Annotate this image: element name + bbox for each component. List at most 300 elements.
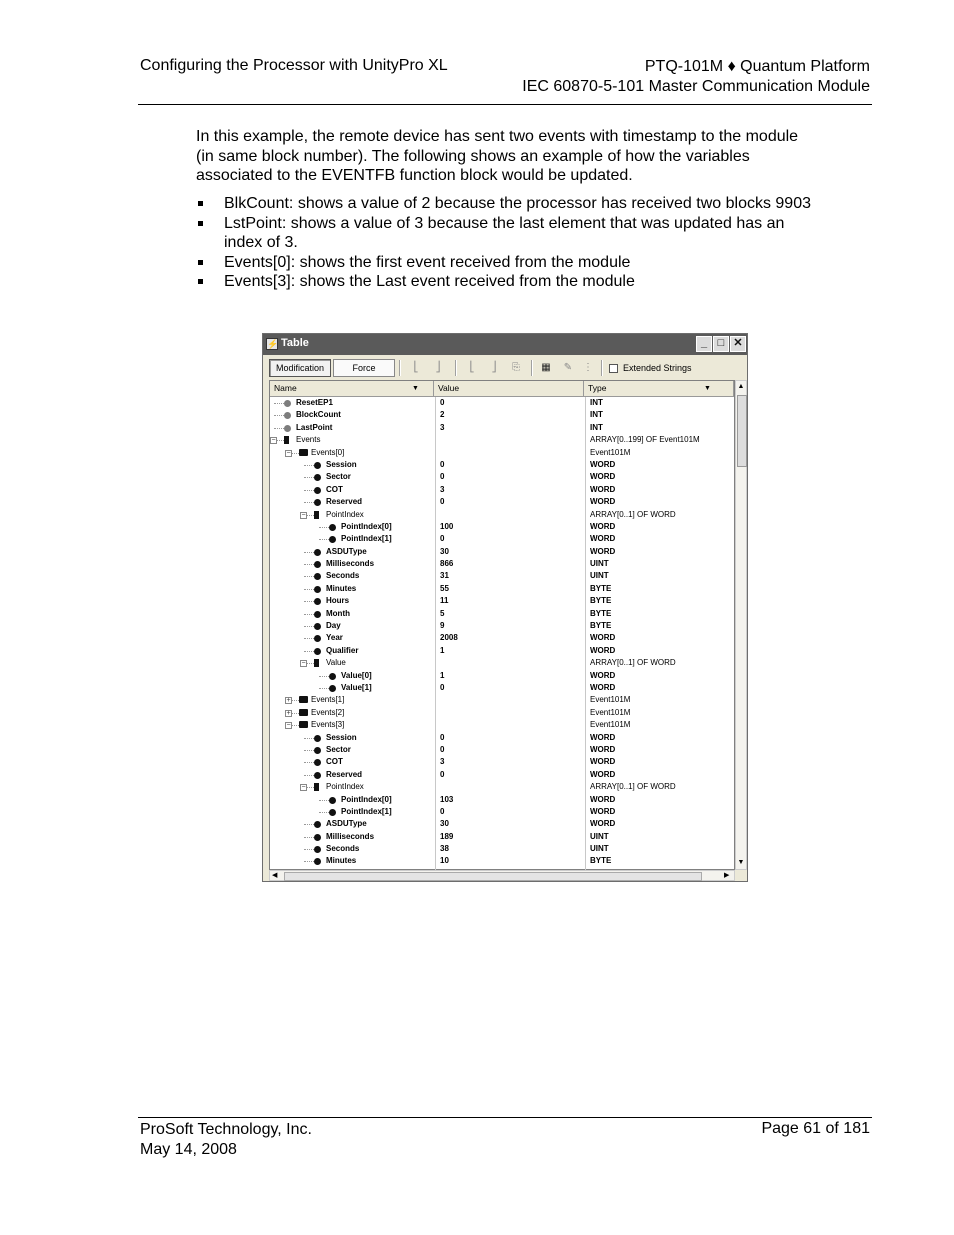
value-cell[interactable]: 3: [435, 756, 584, 768]
name-cell: [270, 694, 434, 706]
type-cell: WORD: [585, 471, 734, 483]
value-cell[interactable]: 0: [435, 459, 584, 471]
value-cell[interactable]: 3: [435, 422, 584, 434]
value-cell[interactable]: [435, 781, 584, 793]
element-icon: [329, 685, 336, 692]
set-rising-edge-icon[interactable]: ⎦: [435, 362, 441, 373]
table-row[interactable]: [270, 471, 734, 483]
header-product: PTQ-101M ♦ Quantum Platform: [644, 58, 870, 75]
variable-name: PointIndex: [326, 782, 364, 792]
variable-name: Milliseconds: [326, 831, 375, 841]
variable-name: Session: [326, 459, 357, 469]
element-icon: [314, 648, 321, 655]
element-icon: [314, 846, 321, 853]
close-button[interactable]: ✕: [730, 336, 746, 352]
toolbar-separator: [601, 360, 603, 376]
value-cell[interactable]: 10: [435, 855, 584, 867]
table-row[interactable]: [270, 422, 734, 434]
table-row[interactable]: [270, 447, 734, 459]
type-cell: ARRAY[0..1] OF WORD: [585, 509, 734, 521]
tree-guide: [304, 564, 314, 565]
bullet-text: Events[0]: shows the first event received from the module: [224, 253, 631, 271]
table-row[interactable]: [270, 744, 734, 756]
variable-name: PointIndex: [326, 509, 364, 519]
table-row[interactable]: [270, 756, 734, 768]
type-cell: WORD: [585, 769, 734, 781]
variables-grid: [269, 380, 735, 870]
table-row[interactable]: [270, 521, 734, 533]
value-cell[interactable]: 1: [435, 670, 584, 682]
variable-name: ASDUType: [326, 819, 367, 829]
name-cell: [270, 756, 434, 768]
variable-name: BlockCount: [296, 410, 341, 420]
element-icon: [314, 858, 321, 865]
value-cell[interactable]: 100: [435, 521, 584, 533]
value-cell[interactable]: 0: [435, 682, 584, 694]
type-cell: BYTE: [585, 595, 734, 607]
table-row[interactable]: [270, 707, 734, 719]
element-icon: [314, 474, 321, 481]
grid-view-icon[interactable]: ▦: [541, 362, 551, 373]
type-cell: UINT: [585, 558, 734, 570]
table-row[interactable]: [270, 657, 734, 669]
bullet-text: BlkCount: shows a value of 2 because the processor has received two blocks 9903: [224, 195, 811, 212]
element-icon: [329, 797, 336, 804]
expand-icon[interactable]: +: [286, 697, 291, 705]
value-cell[interactable]: [435, 694, 584, 706]
collapse-icon[interactable]: −: [271, 437, 276, 445]
table-row[interactable]: [270, 719, 734, 731]
edit-icon[interactable]: ✎: [563, 362, 573, 373]
bullet-item: [196, 214, 826, 253]
name-cell: [270, 855, 434, 867]
collapse-icon[interactable]: −: [301, 784, 306, 792]
table-rows: [270, 397, 734, 880]
type-cell: WORD: [585, 756, 734, 768]
table-row[interactable]: [270, 732, 734, 744]
collapse-icon[interactable]: −: [301, 511, 306, 519]
table-row[interactable]: [270, 769, 734, 781]
name-cell: [270, 843, 434, 855]
footer-date: May 14, 2008: [140, 1141, 237, 1158]
table-row[interactable]: [270, 496, 734, 508]
table-row[interactable]: [270, 509, 734, 521]
header-divider: [138, 104, 872, 105]
name-cell: [270, 496, 434, 508]
name-cell: [270, 657, 434, 669]
tree-guide: [304, 861, 314, 862]
variable-name: Value[0]: [341, 670, 372, 680]
variable-name: Month: [326, 608, 350, 618]
variable-name: Minutes: [326, 583, 357, 593]
horizontal-scrollbar[interactable]: [269, 870, 735, 881]
value-cell[interactable]: 1: [435, 645, 584, 657]
value-cell[interactable]: 0: [435, 496, 584, 508]
unforce-icon[interactable]: ⎘: [512, 362, 520, 373]
value-cell[interactable]: [435, 657, 584, 669]
type-cell: BYTE: [585, 608, 734, 620]
name-filter-dropdown-icon[interactable]: ▼: [412, 385, 419, 392]
value-cell[interactable]: 2008: [435, 632, 584, 644]
value-cell[interactable]: 2: [435, 409, 584, 421]
window-title: Table: [281, 337, 309, 349]
table-window: [262, 333, 748, 882]
tree-guide: [274, 403, 284, 404]
type-cell: WORD: [585, 744, 734, 756]
variable-name: Events[0]: [311, 447, 345, 457]
extended-strings-checkbox[interactable]: [609, 364, 618, 373]
bullet-item: [196, 194, 826, 214]
type-cell: BYTE: [585, 855, 734, 867]
table-row[interactable]: [270, 620, 734, 632]
name-cell: [270, 707, 434, 719]
name-cell: [270, 781, 434, 793]
variable-name: Year: [326, 633, 343, 643]
force-button[interactable]: Force: [333, 359, 395, 377]
variable-name: PointIndex[1]: [341, 534, 392, 544]
table-row[interactable]: [270, 397, 734, 409]
value-cell[interactable]: 0: [435, 744, 584, 756]
type-cell: UINT: [585, 831, 734, 843]
type-cell: INT: [585, 422, 734, 434]
tree-guide: [304, 490, 314, 491]
name-cell: [270, 831, 434, 843]
element-icon: [314, 462, 321, 469]
type-cell: WORD: [585, 794, 734, 806]
name-cell: [270, 719, 434, 731]
variable-icon: [284, 412, 291, 419]
variable-name: Events[3]: [311, 720, 345, 730]
table-row[interactable]: [270, 794, 734, 806]
name-cell: [270, 682, 434, 694]
element-icon: [314, 573, 321, 580]
value-cell[interactable]: [435, 434, 584, 446]
set-falling-edge-icon[interactable]: ⎣: [413, 362, 419, 373]
element-icon: [329, 809, 336, 816]
value-cell[interactable]: 0: [435, 397, 584, 409]
type-filter-dropdown-icon[interactable]: ▼: [704, 385, 711, 392]
type-cell: Event101M: [585, 447, 734, 459]
value-cell[interactable]: [435, 707, 584, 719]
table-row[interactable]: [270, 558, 734, 570]
array-icon: [314, 511, 319, 519]
array-icon: [284, 436, 289, 444]
table-row[interactable]: [270, 434, 734, 446]
value-cell[interactable]: 103: [435, 794, 584, 806]
name-cell: [270, 818, 434, 830]
table-row[interactable]: [270, 781, 734, 793]
tree-guide: [304, 502, 314, 503]
variable-icon: [284, 400, 291, 407]
variable-name: Reserved: [326, 769, 363, 779]
name-cell: [270, 794, 434, 806]
table-row[interactable]: [270, 818, 734, 830]
element-icon: [314, 487, 321, 494]
table-row[interactable]: [270, 583, 734, 595]
collapse-icon[interactable]: −: [301, 660, 306, 668]
footer-left: [140, 1120, 312, 1160]
type-cell: WORD: [585, 459, 734, 471]
element-icon: [314, 834, 321, 841]
type-cell: WORD: [585, 682, 734, 694]
value-cell[interactable]: 11: [435, 595, 584, 607]
tree-guide: [304, 552, 314, 553]
type-cell: Event101M: [585, 694, 734, 706]
variable-name: Hours: [326, 596, 350, 606]
value-cell[interactable]: 30: [435, 818, 584, 830]
element-icon: [314, 499, 321, 506]
name-cell: [270, 632, 434, 644]
bullet-square-icon: [198, 201, 203, 206]
variable-name: Qualifier: [326, 645, 359, 655]
table-app-icon: ⚡: [267, 339, 279, 349]
header-right: [522, 57, 870, 97]
variable-name: ASDUType: [326, 546, 367, 556]
tree-guide: [304, 465, 314, 466]
table-row[interactable]: [270, 855, 734, 867]
type-cell: Event101M: [585, 719, 734, 731]
variable-name: Day: [326, 621, 341, 631]
scroll-thumb[interactable]: [737, 395, 747, 467]
name-cell: [270, 744, 434, 756]
type-cell: WORD: [585, 806, 734, 818]
variable-name: ResetEP1: [296, 398, 333, 407]
type-cell: WORD: [585, 484, 734, 496]
array-icon: [314, 783, 319, 791]
variable-name: COT: [326, 757, 343, 767]
element-icon: [314, 623, 321, 630]
force-rising-icon[interactable]: ⎦: [491, 362, 497, 373]
value-cell[interactable]: 55: [435, 583, 584, 595]
table-row[interactable]: [270, 484, 734, 496]
type-cell: WORD: [585, 670, 734, 682]
variable-name: PointIndex[0]: [341, 521, 392, 531]
type-cell: ARRAY[0..199] OF Event101M: [585, 434, 734, 446]
expand-icon[interactable]: +: [286, 709, 291, 717]
tree-guide: [319, 527, 329, 528]
window-titlebar[interactable]: [263, 334, 747, 355]
name-cell: [270, 509, 434, 521]
bullet-text: LstPoint: shows a value of 3 because the last element that was updated has an index of 3.: [224, 214, 785, 251]
table-row[interactable]: [270, 632, 734, 644]
modification-button[interactable]: Modification: [269, 359, 331, 377]
header-left-title: Configuring the Processor with UnityPro XL: [140, 57, 448, 74]
element-icon: [314, 772, 321, 779]
tree-guide: [304, 750, 314, 751]
extended-strings-label: Extended Strings: [623, 363, 692, 373]
type-column-header[interactable]: Type: [584, 381, 734, 396]
value-cell[interactable]: 3: [435, 484, 584, 496]
element-icon: [314, 635, 321, 642]
table-row[interactable]: [270, 533, 734, 545]
variable-icon: [284, 425, 291, 432]
tree-guide: [304, 775, 314, 776]
element-icon: [329, 536, 336, 543]
force-falling-icon[interactable]: ⎣: [469, 362, 475, 373]
tree-guide: [304, 626, 314, 627]
toolbar-separator: [531, 360, 533, 376]
element-icon: [314, 611, 321, 618]
variable-name: Milliseconds: [326, 559, 375, 569]
type-cell: WORD: [585, 533, 734, 545]
type-cell: Event101M: [585, 707, 734, 719]
type-cell: UINT: [585, 843, 734, 855]
value-cell[interactable]: 0: [435, 471, 584, 483]
value-cell[interactable]: 31: [435, 570, 584, 582]
structure-icon: [299, 709, 308, 716]
bullet-text: Events[3]: shows the Last event received from the module: [224, 273, 635, 290]
footer-page-number: Page 61 of 181: [761, 1120, 870, 1137]
value-cell[interactable]: 0: [435, 732, 584, 744]
tree-guide: [304, 762, 314, 763]
table-row[interactable]: [270, 409, 734, 421]
tree-guide: [304, 576, 314, 577]
name-cell: [270, 434, 434, 446]
tree-guide: [274, 415, 284, 416]
tree-guide: [319, 812, 329, 813]
vertical-scrollbar[interactable]: [735, 380, 747, 870]
name-cell: [270, 769, 434, 781]
name-cell: [270, 645, 434, 657]
variable-name: Events[2]: [311, 707, 345, 717]
collapse-icon[interactable]: −: [286, 449, 291, 457]
type-cell: WORD: [585, 645, 734, 657]
type-cell: WORD: [585, 521, 734, 533]
tree-guide: [304, 638, 314, 639]
value-column-header[interactable]: Value: [434, 381, 584, 396]
type-cell: ARRAY[0..1] OF WORD: [585, 781, 734, 793]
variable-name: Value: [326, 658, 346, 668]
element-icon: [314, 747, 321, 754]
variable-name: Sector: [326, 472, 351, 482]
value-cell[interactable]: [435, 509, 584, 521]
variable-name: COT: [326, 484, 343, 494]
variable-name: Events: [296, 435, 321, 445]
name-cell: [270, 806, 434, 818]
structure-icon: [299, 696, 308, 703]
tree-guide: [274, 428, 284, 429]
value-cell[interactable]: [435, 447, 584, 459]
type-cell: BYTE: [585, 620, 734, 632]
value-cell[interactable]: 30: [435, 546, 584, 558]
header-module: IEC 60870-5-101 Master Communication Module: [522, 78, 870, 95]
name-column-header[interactable]: Name: [270, 381, 434, 396]
toolbar-separator: [399, 360, 401, 376]
name-cell: [270, 595, 434, 607]
element-icon: [314, 598, 321, 605]
structure-icon: [299, 449, 308, 456]
hscroll-thumb[interactable]: [284, 872, 702, 881]
type-cell: WORD: [585, 496, 734, 508]
variable-name: Events[1]: [311, 695, 345, 705]
variable-name: PointIndex[0]: [341, 794, 392, 804]
tree-guide: [304, 738, 314, 739]
table-row[interactable]: [270, 694, 734, 706]
value-cell[interactable]: 0: [435, 769, 584, 781]
bullet-list: [196, 194, 826, 292]
value-cell[interactable]: 866: [435, 558, 584, 570]
table-row[interactable]: [270, 806, 734, 818]
type-cell: UINT: [585, 570, 734, 582]
table-row[interactable]: [270, 608, 734, 620]
tree-guide: [304, 837, 314, 838]
tree-guide: [304, 651, 314, 652]
table-row[interactable]: [270, 570, 734, 582]
value-cell[interactable]: 0: [435, 533, 584, 545]
table-row[interactable]: [270, 546, 734, 558]
column-header: [270, 381, 734, 397]
name-cell: [270, 570, 434, 582]
tree-guide: [304, 849, 314, 850]
collapse-icon[interactable]: −: [286, 722, 291, 730]
variable-name: PointIndex[1]: [341, 806, 392, 816]
table-row[interactable]: [270, 595, 734, 607]
scroll-down-icon[interactable]: ▼: [737, 859, 745, 866]
name-cell: [270, 422, 434, 434]
name-cell: [270, 447, 434, 459]
array-icon: [314, 659, 319, 667]
element-icon: [314, 821, 321, 828]
bullet-square-icon: [198, 260, 203, 265]
tree-guide: [319, 688, 329, 689]
type-cell: WORD: [585, 818, 734, 830]
variable-name: Sector: [326, 744, 351, 754]
element-icon: [314, 735, 321, 742]
value-cell[interactable]: 5: [435, 608, 584, 620]
bullet-item: [196, 272, 826, 292]
value-cell[interactable]: 38: [435, 843, 584, 855]
maximize-button[interactable]: □: [713, 336, 729, 352]
value-cell[interactable]: 0: [435, 806, 584, 818]
scroll-up-icon[interactable]: ▲: [737, 383, 745, 390]
table-row[interactable]: [270, 645, 734, 657]
table-row[interactable]: [270, 459, 734, 471]
tree-guide: [304, 614, 314, 615]
scroll-right-icon[interactable]: ▶: [724, 872, 730, 879]
footer-divider: [138, 1117, 872, 1118]
type-cell: INT: [585, 397, 734, 409]
value-cell[interactable]: 189: [435, 831, 584, 843]
column-icon[interactable]: ⋮: [583, 362, 593, 373]
table-row[interactable]: [270, 831, 734, 843]
element-icon: [314, 561, 321, 568]
element-icon: [314, 586, 321, 593]
structure-icon: [299, 721, 308, 728]
minimize-button[interactable]: _: [696, 336, 712, 352]
table-row[interactable]: [270, 843, 734, 855]
tree-guide: [304, 589, 314, 590]
bullet-square-icon: [198, 221, 203, 226]
name-cell: [270, 608, 434, 620]
bullet-item: [196, 253, 826, 273]
variable-name: Seconds: [326, 844, 360, 854]
value-cell[interactable]: 9: [435, 620, 584, 632]
value-cell[interactable]: [435, 719, 584, 731]
name-cell: [270, 732, 434, 744]
name-cell: [270, 397, 434, 409]
variable-name: Reserved: [326, 497, 363, 507]
name-cell: [270, 558, 434, 570]
type-cell: WORD: [585, 632, 734, 644]
table-row[interactable]: [270, 670, 734, 682]
tree-guide: [304, 824, 314, 825]
tree-guide: [304, 477, 314, 478]
table-row[interactable]: [270, 682, 734, 694]
name-cell: [270, 471, 434, 483]
element-icon: [329, 673, 336, 680]
scroll-left-icon[interactable]: ◀: [272, 872, 278, 879]
type-cell: INT: [585, 409, 734, 421]
